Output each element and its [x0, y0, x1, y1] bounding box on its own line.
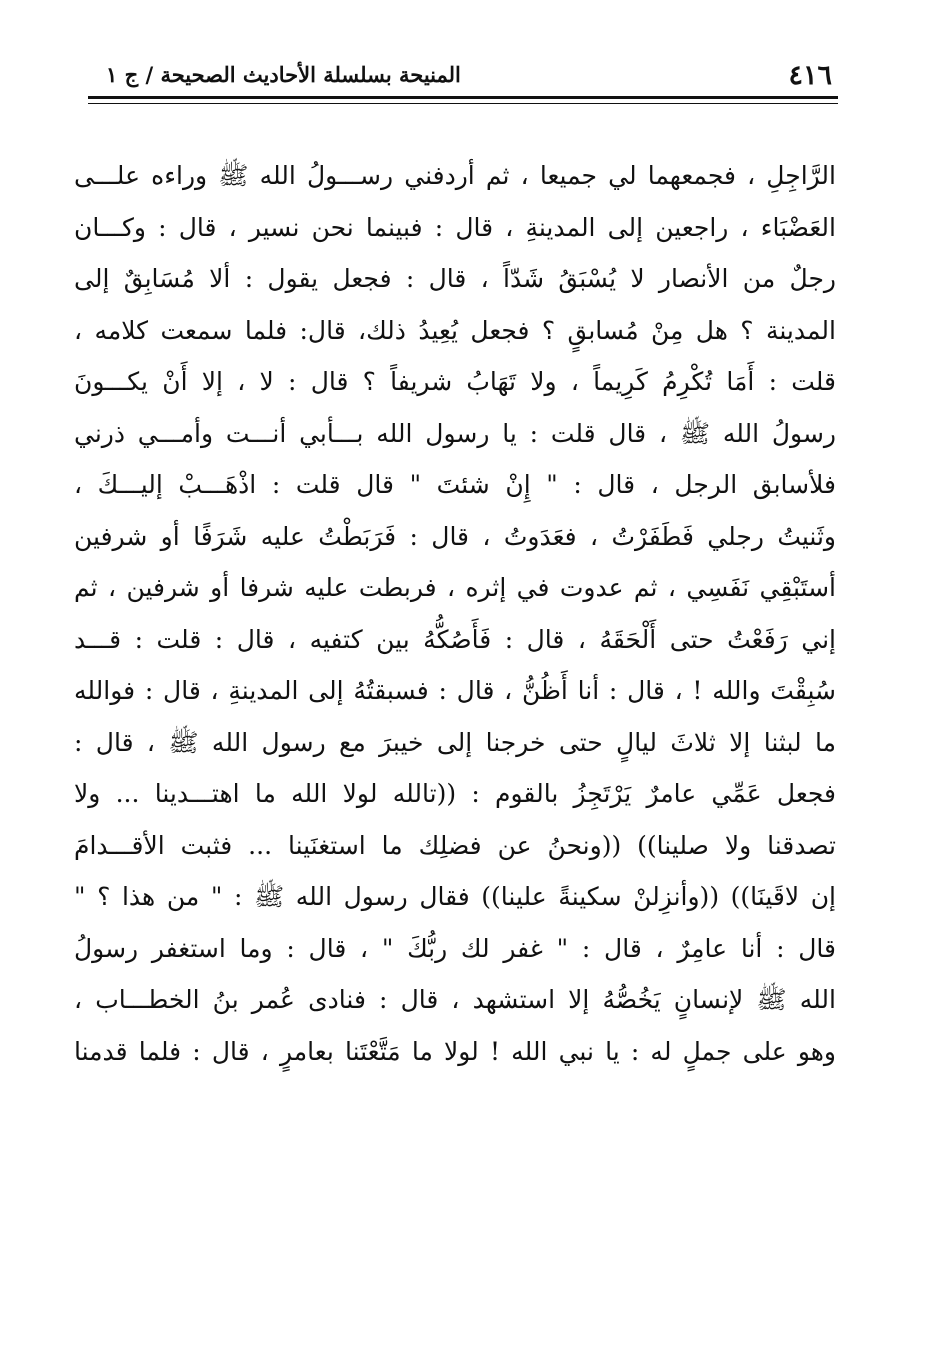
text-line: تصدقنا ولا صلينا)) ((ونحنُ عن فضلِك ما استغنَينا ... فثبت الأقـــدامَ [74, 830, 836, 860]
body-text [74, 150, 836, 1077]
header-rule-thick [88, 96, 838, 99]
text-line: إني رَفَعْتُ حتى أَلْحَقَهُ ، قال : فَأَصُكُّهُ بين كتفيه ، قال : قلت : قـــد [74, 624, 836, 654]
text-line: الله ﷺ لإنسانٍ يَخُصُّهُ إلا استشهد ، قال : فنادى عُمر بنُ الخطـــاب ، [74, 985, 836, 1014]
running-header [88, 52, 838, 96]
text-line: رسولُ الله ﷺ ، قال قلت : يا رسول الله بـــأبي أنـــت وأمـــي ذرني [74, 418, 836, 448]
text-line: سُبِقْتَ والله ! ، قال : أنا أَظُنُّ ، قال : فسبقتُهُ إلى المدينةِ ، قال : فوالله [74, 676, 836, 705]
text-line: ما لبثنا إلا ثلاثَ ليالٍ حتى خرجنا إلى خيبرَ مع رسول الله ﷺ ، قال : [74, 727, 836, 757]
book-title: المنيحة بسلسلة الأحاديث الصحيحة / ج ١ [106, 62, 461, 87]
text-line: أستَبْقِي نَفَسِي ، ثم عدوت في إثره ، فربطت عليه شرفا أو شرفين ، ثم [74, 573, 836, 602]
text-line: رجلٌ من الأنصار لا يُسْبَقُ شَدّاً ، قال : فجعل يقول : ألا مُسَابِقٌ إلى [74, 264, 836, 293]
page-number: ٤١٦ [788, 60, 832, 91]
header-rule-thin [88, 103, 838, 104]
text-line: قلت : أَمَا تُكْرِمُ كَرِيماً ، ولا تَهَابُ شريفاً ؟ قال : لا ، إلا أَنْ يكـــونَ [74, 367, 836, 396]
text-line: قال : أنا عامِرٌ ، قال : " غفر لك ربُّكَ " ، قال : وما استغفر رسولُ [74, 933, 836, 963]
text-line: العَضْبَاء ، راجعين إلى المدينةِ ، قال : فبينما نحن نسير ، قال : وكـــان [74, 212, 836, 242]
text-line: فجعل عَمِّي عامرٌ يَرْتَجِزُ بالقوم : ((تالله لولا الله ما اهتـــدينا ... ولا [74, 779, 836, 808]
text-line: إن لاقَينَا)) ((وأنزِلنْ سكينةً علينا)) فقال رسول الله ﷺ : " من هذا ؟ " [74, 882, 836, 911]
text-line: المدينة ؟ هل مِنْ مُسابقٍ ؟ فجعل يُعِيدُ ذلك، قال: فلما سمعت كلامه ، [74, 315, 836, 345]
text-line: وثَنيتُ رجلي فَطَفَرْتُ ، فعَدَوتُ ، قال : فَرَبَطْتُ عليه شَرَفًا أو شرفين [74, 521, 836, 551]
text-line: وهو على جملٍ له : يا نبي الله ! لولا ما مَتَّعْتَنا بعامرٍ ، قال : فلما قدمنا [74, 1036, 836, 1066]
text-line: الرَّاجِلِ ، فجمعهما لي جميعا ، ثم أردفني رســـولُ الله ﷺ وراءه علـــى [74, 161, 836, 190]
text-line: فلأسابق الرجل ، قال : " إِنْ شئتَ " قال قلت : اذْهَـــبْ إليـــكَ ، [74, 470, 836, 499]
